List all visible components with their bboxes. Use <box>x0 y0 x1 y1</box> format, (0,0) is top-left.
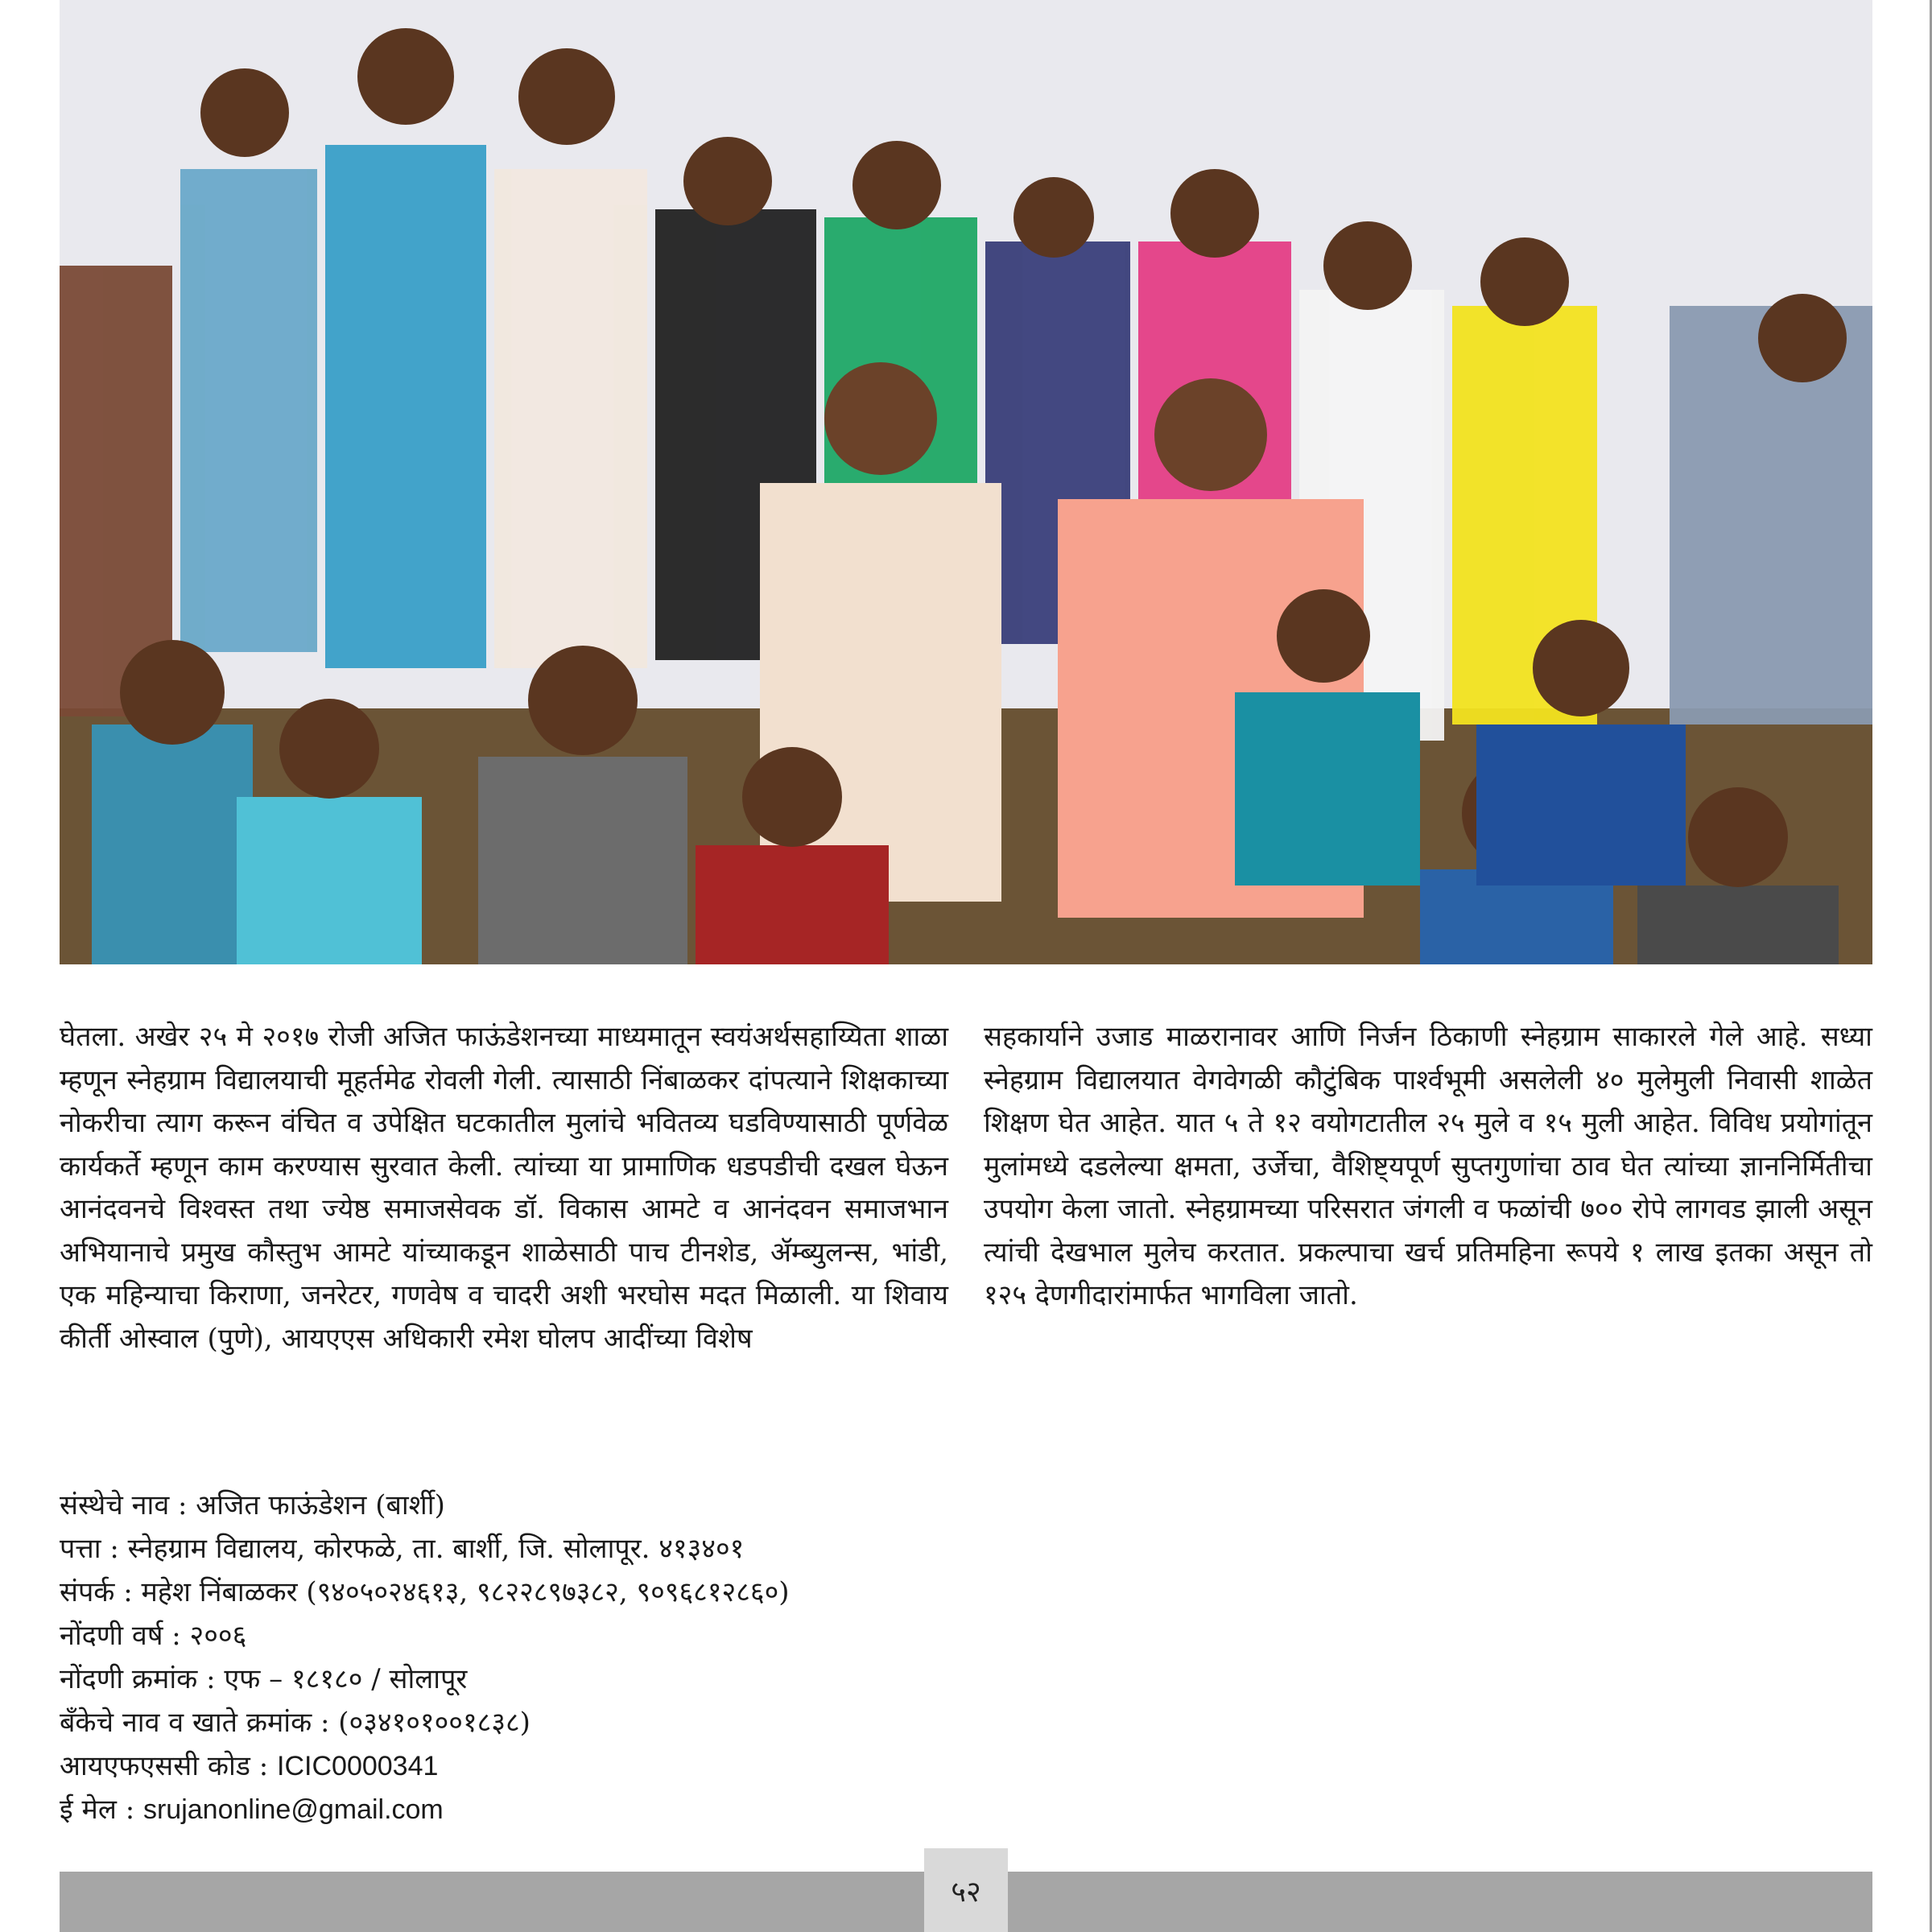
email <box>60 1788 1106 1831</box>
group-photo-image <box>60 0 1872 964</box>
organization-info-block <box>60 1484 1106 1831</box>
article-paragraph-right: सहकार्याने उजाड माळरानावर आणि निर्जन ठिकाणी स्नेहग्राम साकारले गेले आहे. सध्या स्नेहग्राम विद्यालयात वेगवेगळी कौटुंबिक पार्श्वभूमी असलेली ४० मुलेमुली निवासी शाळेत शिक्षण घेत आहेत. यात ५ ते १२ वयोगटातील २५ मुले व १५ मुली आहेत. विविध प्रयोगांतून मुलांमध्ये दडलेल्या क्षमता, उर्जेचा, वैशिष्ट्यपूर्ण सुप्तगुणांचा ठाव घेत त्यांच्या ज्ञाननिर्मितीचा उपयोग केला जातो. स्नेहग्रामच्या परिसरात जंगली व फळांची ७०० रोपे लागवड झाली असून त्यांची देखभाल मुलेच करतात. प्रकल्पाचा खर्च प्रतिमहिना रूपये १ लाख इतका असून तो १२५ देणगीदारांमार्फत भागविला जातो. <box>984 1021 1872 1311</box>
registration-year: नोंदणी वर्ष : २००६ <box>60 1620 247 1652</box>
group-photo <box>60 0 1872 964</box>
ifsc-code <box>60 1744 1106 1788</box>
ifsc-value: ICIC0000341 <box>277 1751 439 1781</box>
article-column-right <box>984 1016 1872 1318</box>
org-address: पत्ता : स्नेहग्राम विद्यालय, कोरफळे, ता. बार्शी, जि. सोलापूर. ४१३४०१ <box>60 1533 745 1565</box>
article-paragraph-left: घेतला. अखेर २५ मे २०१७ रोजी अजित फाऊंडेशनच्या माध्यमातून स्वयंअर्थसहाय्यिता शाळा म्हणून स्नेहग्राम विद्यालयाची मूहर्तमेढ रोवली गेली. त्यासाठी निंबाळकर दांपत्याने शिक्षकाच्या नोकरीचा त्याग करून वंचित व उपेक्षित घटकातील मुलांचे भवितव्य घडविण्यासाठी पूर्णवेळ कार्यकर्ते म्हणून काम करण्यास सुरवात केली. त्यांच्या या प्रामाणिक धडपडीची दखल घेऊन आनंदवनचे विश्वस्त तथा ज्येष्ठ समाजसेवक डॉ. विकास आमटे व आनंदवन समाजभान अभियानाचे प्रमुख कौस्तुभ आमटे यांच्याकडून शाळेसाठी पाच टीनशेड, ॲम्ब्युलन्स, भांडी, एक महिन्याचा किराणा, जनरेटर, गणवेष व चादरी अशी भरघोस मदत मिळाली. या शिवाय कीर्ती ओस्वाल (पुणे), आयएएस अधिकारी रमेश घोलप आदींच्या विशेष <box>60 1021 948 1355</box>
registration-number: नोंदणी क्रमांक : एफ – १८१८० / सोलापूर <box>60 1663 468 1695</box>
org-contact: संपर्क : महेश निंबाळकर (९४०५०२४६१३, ९८२२८९७३८२, ९०९६८१२८६०) <box>60 1576 790 1608</box>
email-label: ई मेल : <box>60 1794 143 1826</box>
email-value: srujanonline@gmail.com <box>142 1794 444 1825</box>
page-number: ५२ <box>924 1848 1008 1932</box>
article-column-left <box>60 1016 948 1360</box>
ifsc-label: आयएफएससी कोड : <box>60 1750 278 1782</box>
org-name: संस्थेचे नाव : अजित फाऊंडेशन (बार्शी) <box>60 1489 445 1521</box>
bank-account: बँकेचे नाव व खाते क्रमांक : (०३४१०१००१८३८) <box>60 1707 530 1739</box>
